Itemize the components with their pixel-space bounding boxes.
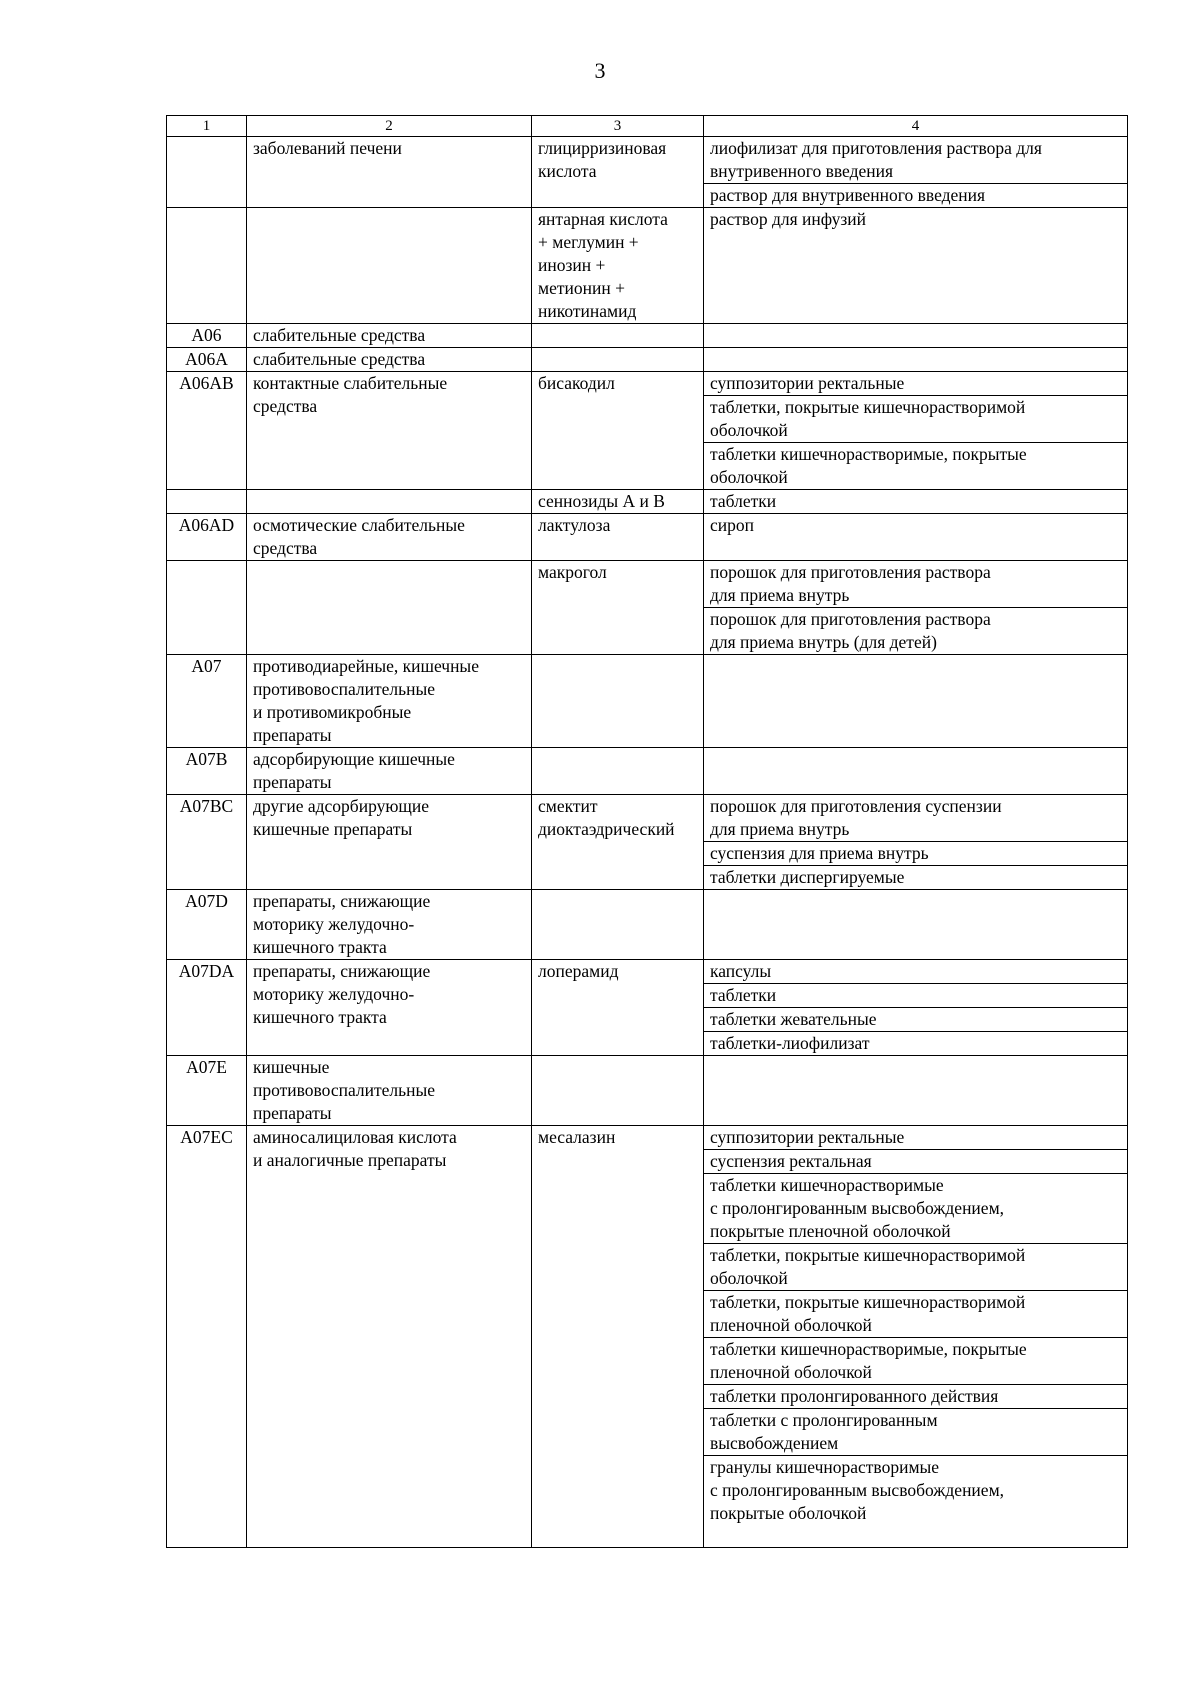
dosage-form-line: покрытые пленочной оболочкой <box>710 1221 951 1241</box>
dosage-form-line: таблетки, покрытые кишечнорастворимой <box>710 1245 1026 1265</box>
group-line: заболеваний печени <box>253 138 402 158</box>
dosage-form <box>704 960 1127 983</box>
atc-code-cell: A06A <box>167 348 247 372</box>
group-line: и аналогичные препараты <box>253 1150 447 1170</box>
dosage-forms-cell <box>704 890 1128 960</box>
drug-line: бисакодил <box>538 373 615 393</box>
drug-line: глицирризиновая <box>538 138 667 158</box>
drug-cell <box>532 1056 704 1126</box>
dosage-form <box>704 1173 1127 1243</box>
dosage-form <box>704 442 1127 489</box>
table-row <box>167 490 1128 514</box>
drug-cell <box>532 960 704 1056</box>
atc-code-cell: A07EC <box>167 1126 247 1548</box>
dosage-form-line: пленочной оболочкой <box>710 1362 872 1382</box>
atc-code-cell: A06 <box>167 324 247 348</box>
dosage-form <box>704 1126 1127 1149</box>
atc-code-cell: A07BC <box>167 795 247 890</box>
drug-cell <box>532 514 704 561</box>
group-line: препараты <box>253 725 332 745</box>
dosage-form-line: для приема внутрь <box>710 819 850 839</box>
column-number: 3 <box>532 116 704 137</box>
dosage-form <box>704 1243 1127 1290</box>
dosage-form-line: таблетки диспергируемые <box>710 867 905 887</box>
dosage-form <box>704 841 1127 865</box>
dosage-form-line: сироп <box>710 515 754 535</box>
drug-line: кислота <box>538 161 597 181</box>
table-row <box>167 1126 1128 1548</box>
drug-cell <box>532 372 704 490</box>
atc-code-cell: A07DA <box>167 960 247 1056</box>
dosage-form-line: пленочной оболочкой <box>710 1315 872 1335</box>
group-line: адсорбирующие кишечные <box>253 749 455 769</box>
group-line: препараты, снижающие <box>253 891 431 911</box>
dosage-forms-cell <box>704 1126 1128 1548</box>
dosage-form-line: таблетки с пролонгированным <box>710 1410 938 1430</box>
drug-line: смектит <box>538 796 598 816</box>
drug-line: никотинамид <box>538 301 637 321</box>
table-row <box>167 514 1128 561</box>
group-line: кишечного тракта <box>253 1007 387 1027</box>
dosage-form-line: таблетки, покрытые кишечнорастворимой <box>710 397 1026 417</box>
dosage-form-line: оболочкой <box>710 420 788 440</box>
atc-code-cell: A07B <box>167 748 247 795</box>
drug-line: сеннозиды А и В <box>538 491 665 511</box>
dosage-form-line: порошок для приготовления раствора <box>710 562 991 582</box>
dosage-form-line: таблетки, покрытые кишечнорастворимой <box>710 1292 1026 1312</box>
dosage-form-line: гранулы кишечнорастворимые <box>710 1457 940 1477</box>
group-line: моторику желудочно- <box>253 914 415 934</box>
dosage-form-line: таблетки кишечнорастворимые, покрытые <box>710 1339 1027 1359</box>
dosage-form <box>704 561 1127 607</box>
dosage-form <box>704 1384 1127 1408</box>
group-cell <box>247 1056 532 1126</box>
dosage-form-line: для приема внутрь <box>710 585 850 605</box>
drug-line: инозин + <box>538 255 606 275</box>
atc-code-cell: A07E <box>167 1056 247 1126</box>
atc-code-cell: A06AD <box>167 514 247 561</box>
dosage-form-line: таблетки <box>710 985 777 1005</box>
dosage-form-line: капсулы <box>710 961 772 981</box>
group-line: моторику желудочно- <box>253 984 415 1004</box>
drug-line: лактулоза <box>538 515 611 535</box>
dosage-form-line: внутривенного введения <box>710 161 894 181</box>
dosage-form <box>704 514 1127 537</box>
dosage-form-line: высвобождением <box>710 1433 839 1453</box>
dosage-form <box>704 865 1127 889</box>
dosage-form-line: таблетки <box>710 491 777 511</box>
group-cell <box>247 1126 532 1548</box>
dosage-form-line: порошок для приготовления суспензии <box>710 796 1002 816</box>
dosage-form-line: оболочкой <box>710 467 788 487</box>
drug-table <box>166 115 1128 1548</box>
group-cell <box>247 137 532 208</box>
dosage-forms-cell <box>704 490 1128 514</box>
drug-cell <box>532 890 704 960</box>
group-cell <box>247 890 532 960</box>
dosage-forms-cell <box>704 655 1128 748</box>
drug-cell <box>532 208 704 324</box>
group-line: аминосалициловая кислота <box>253 1127 457 1147</box>
dosage-form-line: суппозитории ректальные <box>710 1127 905 1147</box>
group-line: и противомикробные <box>253 702 412 722</box>
drug-line: макрогол <box>538 562 607 582</box>
dosage-forms-cell <box>704 795 1128 890</box>
dosage-form <box>704 1337 1127 1384</box>
table-row <box>167 372 1128 490</box>
dosage-form-line: таблетки-лиофилизат <box>710 1033 870 1053</box>
table-row <box>167 748 1128 795</box>
group-line: другие адсорбирующие <box>253 796 430 816</box>
table-row <box>167 348 1128 372</box>
table-row <box>167 561 1128 655</box>
dosage-form <box>704 1031 1127 1055</box>
dosage-forms-cell <box>704 561 1128 655</box>
group-line: средства <box>253 396 318 416</box>
column-number: 4 <box>704 116 1128 137</box>
drug-cell <box>532 748 704 795</box>
table-row <box>167 795 1128 890</box>
group-line: препараты <box>253 772 332 792</box>
drug-line: лоперамид <box>538 961 619 981</box>
dosage-forms-cell <box>704 514 1128 561</box>
atc-code-cell: A06AB <box>167 372 247 490</box>
dosage-form <box>704 395 1127 442</box>
table-row <box>167 324 1128 348</box>
dosage-form <box>704 795 1127 841</box>
table-row <box>167 208 1128 324</box>
dosage-form-line: суспензия ректальная <box>710 1151 872 1171</box>
group-line: слабительные средства <box>253 349 426 369</box>
dosage-form-line: покрытые оболочкой <box>710 1503 867 1523</box>
dosage-form-line: оболочкой <box>710 1268 788 1288</box>
column-number: 2 <box>247 116 532 137</box>
table-row <box>167 960 1128 1056</box>
drug-line: янтарная кислота <box>538 209 668 229</box>
dosage-form <box>704 208 1127 231</box>
drug-line: + меглумин + <box>538 232 639 252</box>
dosage-form <box>704 1149 1127 1173</box>
group-cell <box>247 490 532 514</box>
dosage-forms-cell <box>704 372 1128 490</box>
dosage-form <box>704 1455 1127 1525</box>
dosage-form <box>704 607 1127 654</box>
group-cell <box>247 960 532 1056</box>
dosage-form-line: раствор для внутривенного введения <box>710 185 986 205</box>
dosage-form-line: таблетки жевательные <box>710 1009 877 1029</box>
dosage-forms-cell <box>704 348 1128 372</box>
dosage-form <box>704 490 1127 513</box>
dosage-forms-cell <box>704 748 1128 795</box>
dosage-form <box>704 983 1127 1007</box>
drug-line: месалазин <box>538 1127 616 1147</box>
group-cell <box>247 561 532 655</box>
dosage-form-line: таблетки кишечнорастворимые <box>710 1175 944 1195</box>
column-number-row <box>167 116 1128 137</box>
drug-cell <box>532 795 704 890</box>
table-row <box>167 655 1128 748</box>
group-line: слабительные средства <box>253 325 426 345</box>
group-line: противовоспалительные <box>253 679 436 699</box>
group-cell <box>247 324 532 348</box>
page-number: 3 <box>594 58 606 83</box>
dosage-form-line: раствор для инфузий <box>710 209 867 229</box>
drug-cell <box>532 137 704 208</box>
group-cell <box>247 372 532 490</box>
table-row <box>167 890 1128 960</box>
dosage-form <box>704 137 1127 183</box>
dosage-form-line: с пролонгированным высвобождением, <box>710 1198 1005 1218</box>
group-line: кишечные препараты <box>253 819 413 839</box>
group-cell <box>247 348 532 372</box>
atc-code-cell <box>167 208 247 324</box>
dosage-forms-cell <box>704 324 1128 348</box>
drug-line: диоктаэдрический <box>538 819 675 839</box>
group-line: препараты, снижающие <box>253 961 431 981</box>
group-line: кишечные <box>253 1057 330 1077</box>
group-cell <box>247 208 532 324</box>
dosage-form-line: таблетки пролонгированного действия <box>710 1386 999 1406</box>
column-number: 1 <box>167 116 247 137</box>
atc-code-cell: A07D <box>167 890 247 960</box>
dosage-form-line: лиофилизат для приготовления раствора для <box>710 138 1042 158</box>
group-line: осмотические слабительные <box>253 515 465 535</box>
drug-cell <box>532 348 704 372</box>
group-line: противовоспалительные <box>253 1080 436 1100</box>
table-row <box>167 137 1128 208</box>
dosage-form <box>704 183 1127 207</box>
dosage-form-line: порошок для приготовления раствора <box>710 609 991 629</box>
atc-code-cell <box>167 137 247 208</box>
group-line: противодиарейные, кишечные <box>253 656 479 676</box>
group-line: контактные слабительные <box>253 373 448 393</box>
group-line: кишечного тракта <box>253 937 387 957</box>
table-row <box>167 1056 1128 1126</box>
group-line: препараты <box>253 1103 332 1123</box>
dosage-forms-cell <box>704 208 1128 324</box>
drug-line: метионин + <box>538 278 625 298</box>
group-cell <box>247 655 532 748</box>
atc-code-cell: A07 <box>167 655 247 748</box>
atc-code-cell <box>167 490 247 514</box>
drug-cell <box>532 655 704 748</box>
dosage-form-line: таблетки кишечнорастворимые, покрытые <box>710 444 1027 464</box>
dosage-form-line: для приема внутрь (для детей) <box>710 632 937 652</box>
dosage-form-line: суппозитории ректальные <box>710 373 905 393</box>
dosage-form <box>704 372 1127 395</box>
dosage-form-line: с пролонгированным высвобождением, <box>710 1480 1005 1500</box>
group-cell <box>247 514 532 561</box>
group-cell <box>247 748 532 795</box>
group-line: средства <box>253 538 318 558</box>
dosage-form <box>704 1007 1127 1031</box>
drug-cell <box>532 561 704 655</box>
dosage-forms-cell <box>704 137 1128 208</box>
drug-cell <box>532 324 704 348</box>
group-cell <box>247 795 532 890</box>
drug-cell <box>532 490 704 514</box>
atc-code-cell <box>167 561 247 655</box>
dosage-form-line: суспензия для приема внутрь <box>710 843 929 863</box>
dosage-forms-cell <box>704 960 1128 1056</box>
dosage-forms-cell <box>704 1056 1128 1126</box>
drug-cell <box>532 1126 704 1548</box>
dosage-form <box>704 1290 1127 1337</box>
dosage-form <box>704 1408 1127 1455</box>
